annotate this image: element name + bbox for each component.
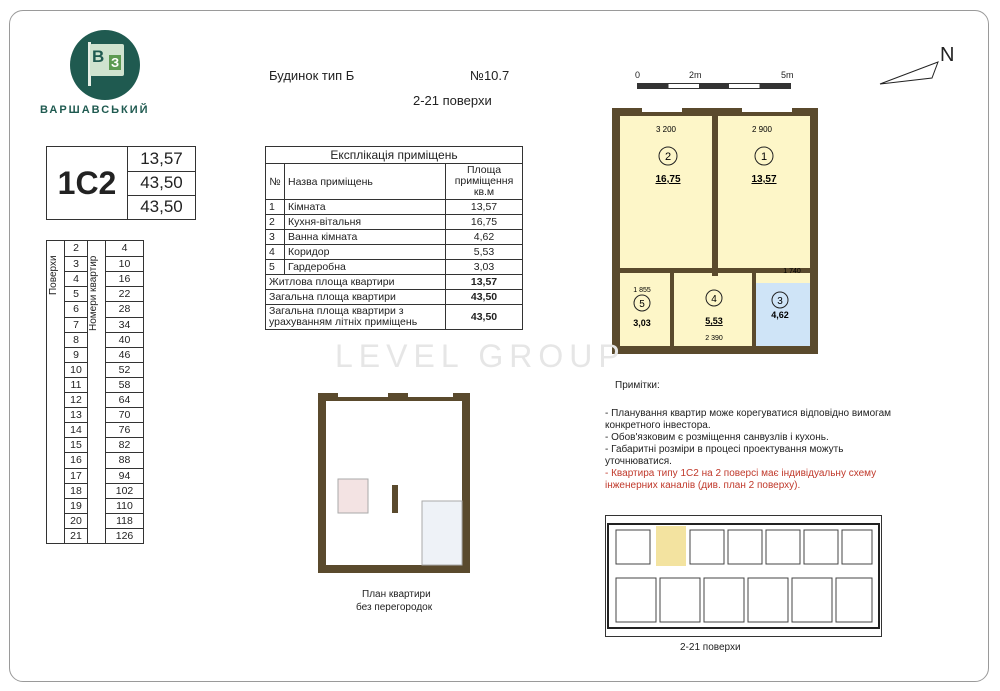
- apartment-number: 88: [106, 452, 143, 467]
- note-2: - Обов'язковим є розміщення санвузлів і кухонь.: [605, 432, 829, 443]
- watermark: LEVEL GROUP: [335, 338, 626, 374]
- floors-label: Поверхи: [48, 255, 59, 295]
- note-3: - Габаритні розміри в процесі проектування можуть уточнюватися.: [605, 444, 844, 467]
- apartment-number: 118: [106, 513, 143, 528]
- living-area-row: Житлова площа квартири 13,57: [266, 275, 523, 290]
- floor-number: 10: [65, 362, 87, 377]
- floor-number: 2: [73, 242, 79, 254]
- svg-text:16,75: 16,75: [655, 174, 681, 185]
- apartment-code: 1С2: [47, 147, 128, 219]
- floor-number: 20: [65, 513, 87, 528]
- mini-plan-caption: 2-21 поверхи: [680, 642, 741, 653]
- floor-number: 16: [65, 452, 87, 467]
- floor-number: 15: [65, 437, 87, 452]
- table-row: 4 Коридор 5,53: [266, 245, 523, 260]
- scale-bar: 0 2m 5m: [635, 70, 795, 94]
- plan-without-partitions: [318, 393, 470, 573]
- apartment-number: 22: [106, 286, 143, 301]
- area-total: 43,50: [128, 171, 195, 196]
- apartment-number: 64: [106, 392, 143, 407]
- svg-text:2 900: 2 900: [751, 125, 773, 134]
- table-row: 1 Кімната 13,57: [266, 200, 523, 215]
- area-total-summer: 43,50: [140, 197, 183, 216]
- table-row: 3 Ванна кімната 4,62: [266, 230, 523, 245]
- building-type: Будинок тип Б: [269, 68, 355, 83]
- plan2-caption-1: План квартири: [362, 589, 431, 600]
- table-row: 2 Кухня-вітальня 16,75: [266, 215, 523, 230]
- col-no: №: [266, 164, 285, 200]
- apartment-number: 70: [106, 407, 143, 422]
- area-living: 13,57: [128, 147, 195, 172]
- apartment-number: 110: [106, 498, 143, 513]
- apartment-number: 82: [106, 437, 143, 452]
- apartment-number: 28: [106, 301, 143, 316]
- svg-text:1 855: 1 855: [633, 287, 651, 294]
- apartment-plan: [612, 108, 818, 354]
- floor-number: 9: [65, 347, 87, 362]
- apartments-label: Номери квартир: [88, 255, 99, 331]
- apartment-type-box: [46, 146, 196, 220]
- floor-number: 4: [65, 271, 87, 286]
- explication-table: [265, 146, 523, 330]
- notes: [605, 380, 895, 492]
- floor-number: 7: [65, 317, 87, 332]
- apartment-number: 52: [106, 362, 143, 377]
- svg-text:5: 5: [639, 299, 645, 310]
- apartment-number: 34: [106, 317, 143, 332]
- col-area: Площа приміщення кв.м: [446, 164, 523, 200]
- svg-text:2 390: 2 390: [705, 335, 723, 342]
- svg-text:4,62: 4,62: [771, 310, 789, 320]
- apartment-number: 16: [106, 271, 143, 286]
- svg-text:3 200: 3 200: [655, 125, 677, 134]
- svg-text:3,03: 3,03: [633, 318, 651, 328]
- floor-number: 6: [65, 301, 87, 316]
- apartment-number: 76: [106, 422, 143, 437]
- table-row: 5 Гардеробна 3,03: [266, 260, 523, 275]
- svg-text:3: 3: [777, 296, 783, 307]
- apartment-number: 40: [106, 332, 143, 347]
- apartment-number: 126: [106, 528, 143, 543]
- apartment-number: 10: [106, 256, 143, 271]
- floor-number: 18: [65, 483, 87, 498]
- apartment-number: 46: [106, 347, 143, 362]
- note-1: - Планування квартир може корегуватися відповідно вимогам конкретного інвестора.: [605, 408, 892, 431]
- apartment-number: 102: [106, 483, 143, 498]
- total-area-row: Загальна площа квартири 43,50: [266, 290, 523, 305]
- svg-text:5,53: 5,53: [705, 316, 723, 326]
- apartment-number: 58: [106, 377, 143, 392]
- floor-number: 5: [65, 286, 87, 301]
- total-summer-row: Загальна площа квартири з урахуванням літніх приміщень 43,50: [266, 305, 523, 330]
- svg-text:1 740: 1 740: [783, 268, 801, 275]
- floor-number: 21: [65, 528, 87, 543]
- logo: В З: [70, 30, 140, 100]
- building-number: №10.7: [470, 68, 510, 83]
- floor-number: 13: [65, 407, 87, 422]
- apartment-number: 94: [106, 468, 143, 483]
- floor-number: 19: [65, 498, 87, 513]
- svg-text:1: 1: [760, 151, 768, 163]
- floors-table: [46, 240, 144, 544]
- col-name: Назва приміщень: [285, 164, 446, 200]
- room-2-number: 2: [664, 151, 672, 163]
- floor-number: 12: [65, 392, 87, 407]
- north-arrow: [876, 44, 961, 94]
- floor-mini-plan: [605, 515, 882, 637]
- floor-number: 17: [65, 468, 87, 483]
- apartment-number: 4: [121, 242, 128, 254]
- floor-number: 11: [65, 377, 87, 392]
- notes-title: Примітки:: [615, 380, 660, 391]
- plan2-caption-2: без перегородок: [356, 602, 433, 613]
- floor-number: 3: [65, 256, 87, 271]
- explication-title: Експлікація приміщень: [266, 147, 523, 164]
- floor-number: 14: [65, 422, 87, 437]
- floors-range: 2-21 поверхи: [413, 93, 492, 108]
- note-red: - Квартира типу 1С2 на 2 поверсі має індивідуальну схему інженерних каналів (див. план 2 поверху).: [605, 468, 877, 491]
- floor-number: 8: [65, 332, 87, 347]
- brand-name: ВАРШАВСЬКИЙ: [40, 104, 150, 116]
- svg-text:4: 4: [711, 294, 717, 305]
- svg-text:13,57: 13,57: [751, 174, 777, 185]
- north-label: N: [940, 44, 955, 66]
